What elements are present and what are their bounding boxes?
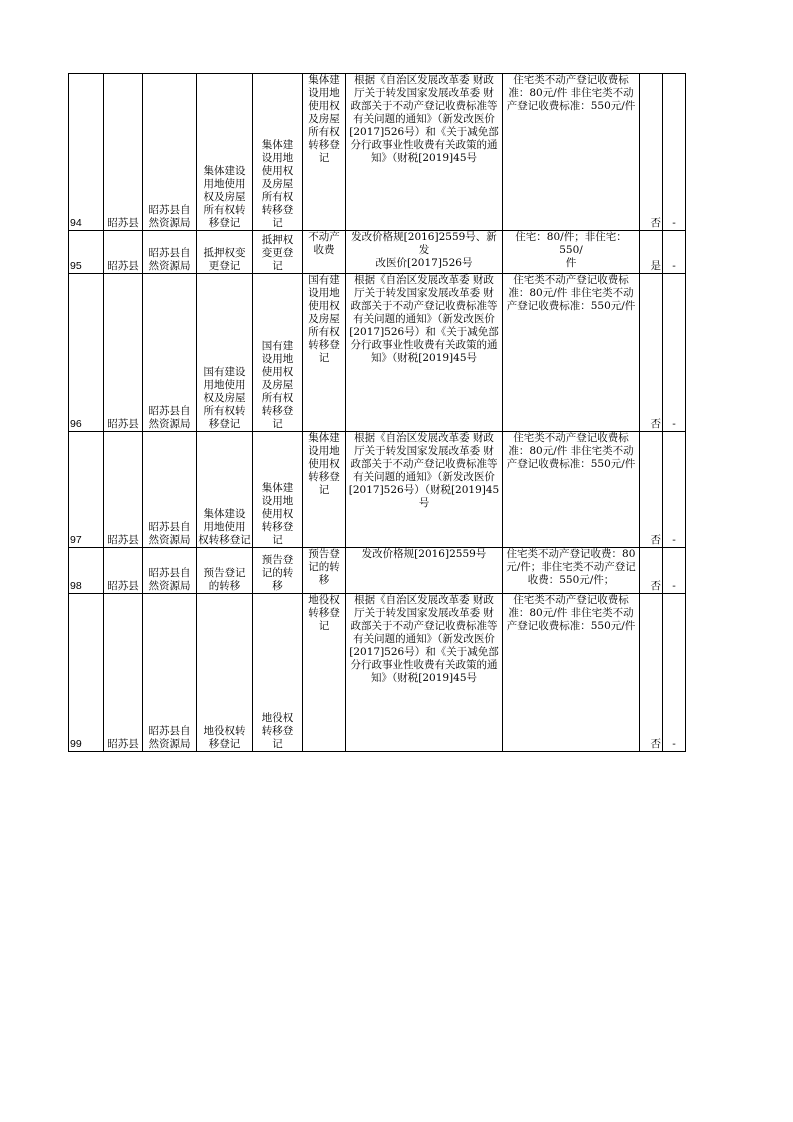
department-cell: 昭苏县自 然资源局 <box>143 594 197 752</box>
fee-name-cell: 预告登 记的转 移 <box>303 548 346 594</box>
county-cell: 昭苏县 <box>104 74 143 231</box>
basis-cell: 根据《自治区发展改革委 财政 厅关于转发国家发展改革委 财 政部关于不动产登记收费标准等 有关问题的通知》（新发改医价 [2017]526号）和《关于减免部 分行政事业性收费有关政策的通 知》（财税[2019]45号 <box>346 74 503 231</box>
remark-cell: - <box>663 74 686 231</box>
county-cell: 昭苏县 <box>104 548 143 594</box>
flag-cell: 否 <box>640 548 663 594</box>
standard-cell: 住宅类不动产登记收费标 准：80元/件 非住宅类不动 产登记收费标准：550元/件 <box>503 432 640 548</box>
fee-name-cell: 地役权 转移登 记 <box>303 594 346 752</box>
fee-name-cell: 不动产 收费 <box>303 231 346 274</box>
basis-cell: 根据《自治区发展改革委 财政 厅关于转发国家发展改革委 财 政部关于不动产登记收费标准等 有关问题的通知》（新发改医价 [2017]526号）和《关于减免部 分行政事业性收费有关政策的通 知》（财税[2019]45号 <box>346 274 503 432</box>
department-cell: 昭苏县自 然资源局 <box>143 548 197 594</box>
basis-cell: 发改价格规[2016]2559号 <box>346 548 503 594</box>
row-number: 97 <box>69 432 104 548</box>
sub-item-cell: 国有建 设用地 使用权 及房屋 所有权 转移登 记 <box>253 274 303 432</box>
sub-item-cell: 集体建 设用地 使用权 转移登 记 <box>253 432 303 548</box>
standard-cell: 住宅：80/件；非住宅：550/ 件 <box>503 231 640 274</box>
remark-cell: - <box>663 231 686 274</box>
sub-item-cell: 预告登 记的转 移 <box>253 548 303 594</box>
basis-cell: 根据《自治区发展改革委 财政 厅关于转发国家发展改革委 财 政部关于不动产登记收费标准等 有关问题的通知》（新发改医价 [2017]526号）（财税[2019]45 号 <box>346 432 503 548</box>
item-cell: 集体建设 用地使用 权及房屋 所有权转 移登记 <box>197 74 253 231</box>
row-number: 98 <box>69 548 104 594</box>
flag-cell: 否 <box>640 432 663 548</box>
table-row <box>69 274 686 432</box>
fee-name-cell: 集体建 设用地 使用权 及房屋 所有权 转移登 记 <box>303 74 346 231</box>
sub-item-cell: 集体建 设用地 使用权 及房屋 所有权 转移登 记 <box>253 74 303 231</box>
sub-item-cell: 抵押权 变更登 记 <box>253 231 303 274</box>
item-cell: 国有建设 用地使用 权及房屋 所有权转 移登记 <box>197 274 253 432</box>
remark-cell: - <box>663 594 686 752</box>
flag-cell: 否 <box>640 274 663 432</box>
fee-name-cell: 集体建 设用地 使用权 转移登 记 <box>303 432 346 548</box>
department-cell: 昭苏县自 然资源局 <box>143 274 197 432</box>
basis-cell: 根据《自治区发展改革委 财政 厅关于转发国家发展改革委 财 政部关于不动产登记收费标准等 有关问题的通知》（新发改医价 [2017]526号）和《关于减免部 分行政事业性收费有关政策的通 知》（财税[2019]45号 <box>346 594 503 752</box>
county-cell: 昭苏县 <box>104 231 143 274</box>
table-row <box>69 548 686 594</box>
county-cell: 昭苏县 <box>104 594 143 752</box>
item-cell: 集体建设 用地使用 权转移登记 <box>197 432 253 548</box>
row-number: 95 <box>69 231 104 274</box>
county-cell: 昭苏县 <box>104 274 143 432</box>
table-row <box>69 74 686 231</box>
flag-cell: 否 <box>640 74 663 231</box>
item-cell: 预告登记 的转移 <box>197 548 253 594</box>
item-cell: 抵押权变 更登记 <box>197 231 253 274</box>
sub-item-cell: 地役权 转移登 记 <box>253 594 303 752</box>
department-cell: 昭苏县自 然资源局 <box>143 432 197 548</box>
standard-cell: 住宅类不动产登记收费：80 元/件；非住宅类不动产登记 收费：550元/件； <box>503 548 640 594</box>
remark-cell: - <box>663 548 686 594</box>
standard-cell: 住宅类不动产登记收费标 准：80元/件 非住宅类不动 产登记收费标准：550元/件 <box>503 594 640 752</box>
department-cell: 昭苏县自 然资源局 <box>143 74 197 231</box>
standard-cell: 住宅类不动产登记收费标 准：80元/件 非住宅类不动 产登记收费标准：550元/件 <box>503 74 640 231</box>
remark-cell: - <box>663 432 686 548</box>
item-cell: 地役权转 移登记 <box>197 594 253 752</box>
row-number: 96 <box>69 274 104 432</box>
table-row <box>69 594 686 752</box>
row-number: 94 <box>69 74 104 231</box>
row-number: 99 <box>69 594 104 752</box>
flag-cell: 否 <box>640 594 663 752</box>
remark-cell: - <box>663 274 686 432</box>
table-row <box>69 432 686 548</box>
table-row <box>69 231 686 274</box>
basis-cell: 发改价格规[2016]2559号、新发 改医价[2017]526号 <box>346 231 503 274</box>
flag-cell: 是 <box>640 231 663 274</box>
standard-cell: 住宅类不动产登记收费标 准：80元/件 非住宅类不动 产登记收费标准：550元/件 <box>503 274 640 432</box>
fee-name-cell: 国有建 设用地 使用权 及房屋 所有权 转移登 记 <box>303 274 346 432</box>
fee-table <box>68 73 686 752</box>
county-cell: 昭苏县 <box>104 432 143 548</box>
department-cell: 昭苏县自 然资源局 <box>143 231 197 274</box>
